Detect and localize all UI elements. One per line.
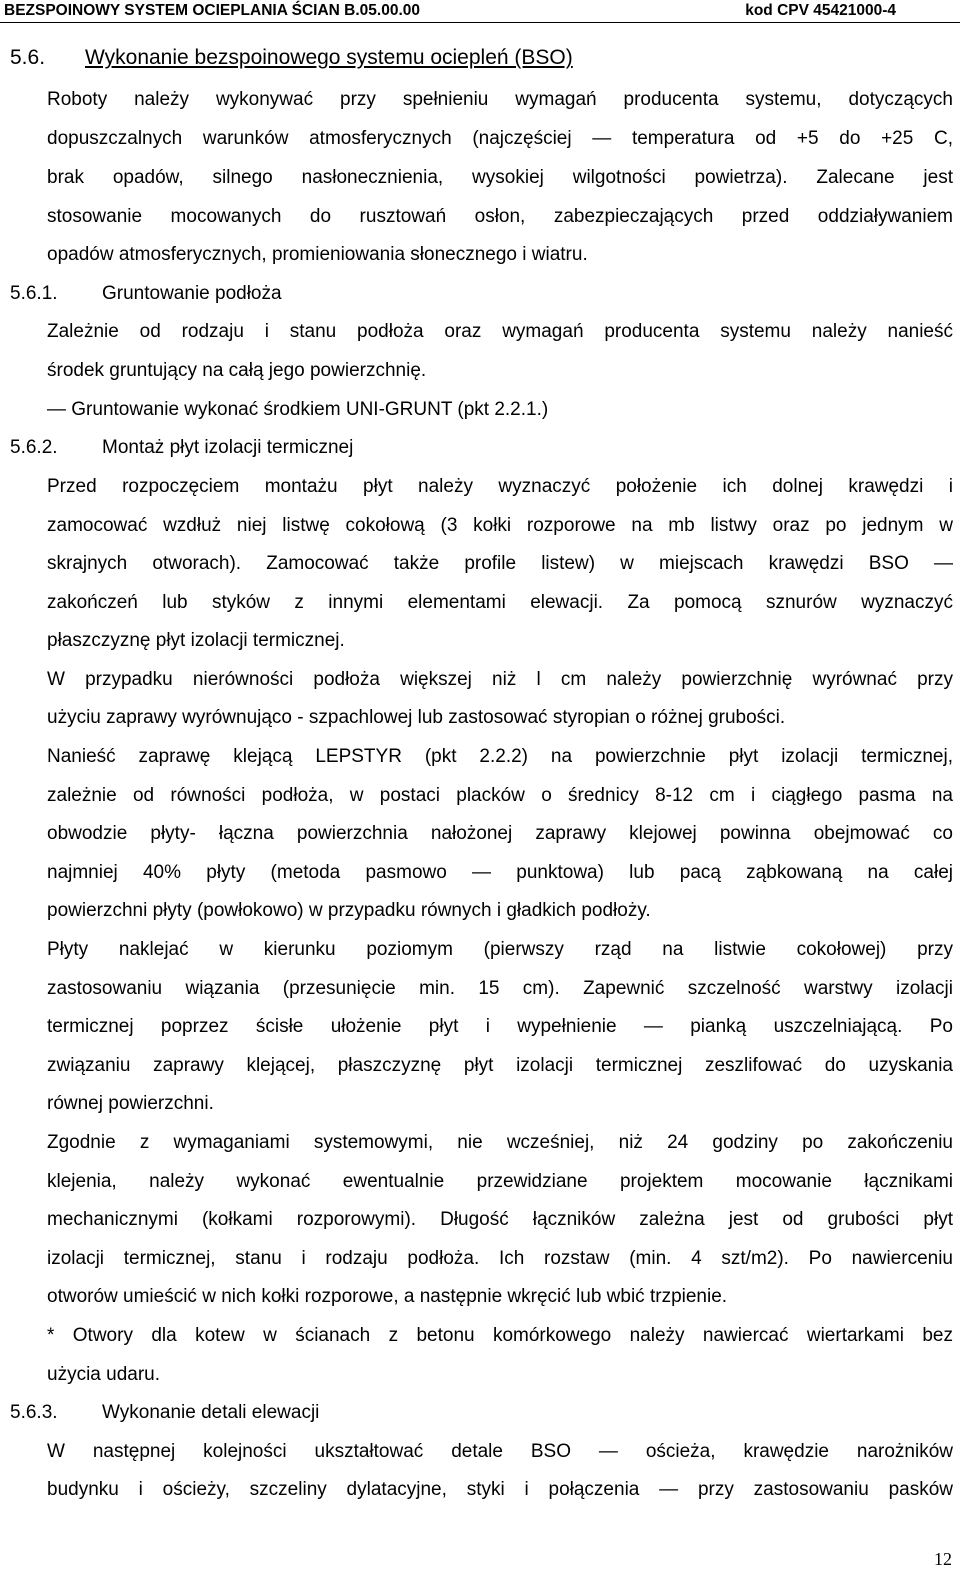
paragraph-line: Zgodnie z wymaganiami systemowymi, nie wcześniej, niż 24 godziny po zakończeniu: [47, 1132, 953, 1153]
paragraph-line: powierzchni płyty (powłokowo) w przypadku równych i gładkich podłoży.: [47, 900, 651, 921]
paragraph-line: Zależnie od rodzaju i stanu podłoża oraz wymagań producenta systemu należy nanieść: [47, 321, 953, 342]
paragraph-line: równej powierzchni.: [47, 1093, 214, 1114]
header-cpv-code: kod CPV 45421000-4: [745, 2, 896, 19]
paragraph-line: środek gruntujący na całą jego powierzchnię.: [47, 360, 427, 381]
list-item: — Gruntowanie wykonać środkiem UNI-GRUNT (pkt 2.2.1.): [47, 399, 549, 420]
paragraph-line: klejenia, należy wykonać ewentualnie przewidziane projektem mocowanie łącznikami: [47, 1171, 953, 1192]
subsection-title: Montaż płyt izolacji termicznej: [102, 437, 354, 458]
paragraph-line: skrajnych otworach). Zamocować także profile listew) w miejscach krawędzi BSO —: [47, 553, 953, 574]
paragraph-line: najmniej 40% płyty (metoda pasmowo — punktowa) lub pacą ząbkowaną na całej: [47, 862, 953, 883]
header-document-title: BEZSPOINOWY SYSTEM OCIEPLANIA ŚCIAN B.05.00.00: [4, 2, 421, 19]
paragraph-line: brak opadów, silnego nasłonecznienia, wysokiej wilgotności powietrza). Zalecane jest: [47, 167, 953, 188]
paragraph-line: użycia udaru.: [47, 1364, 161, 1385]
paragraph-line: związaniu zaprawy klejącej, płaszczyznę płyt izolacji termicznej zeszlifować do uzyskania: [47, 1055, 953, 1076]
paragraph-line: Płyty naklejać w kierunku poziomym (pierwszy rząd na listwie cokołowej) przy: [47, 939, 953, 960]
paragraph-line: płaszczyznę płyt izolacji termicznej.: [47, 630, 345, 651]
paragraph-line: użyciu zaprawy wyrównująco - szpachlowej lub zastosować styropian o różnej grubości.: [47, 707, 786, 728]
paragraph-line: Przed rozpoczęciem montażu płyt należy wyznaczyć położenie ich dolnej krawędzi i: [47, 476, 953, 497]
paragraph-line: * Otwory dla kotew w ścianach z betonu komórkowego należy nawiercać wiertarkami bez: [47, 1325, 953, 1346]
paragraph-line: otworów umieścić w nich kołki rozporowe, a następnie wkręcić lub wbić trzpienie.: [47, 1286, 728, 1307]
paragraph-line: zakończeń lub styków z innymi elementami elewacji. Za pomocą sznurów wyznaczyć: [47, 592, 953, 613]
paragraph-line: izolacji termicznej, stanu i rodzaju podłoża. Ich rozstaw (min. 4 szt/m2). Po nawierceniu: [47, 1248, 953, 1269]
subsection-heading-5-6-2: [10, 436, 353, 460]
paragraph-line: stosowanie mocowanych do rusztowań osłon, zabezpieczających przed oddziaływaniem: [47, 206, 953, 227]
paragraph-line: Nanieść zaprawę klejącą LEPSTYR (pkt 2.2.2) na powierzchnie płyt izolacji termicznej,: [47, 746, 953, 767]
subsection-title: Gruntowanie podłoża: [102, 283, 282, 304]
subsection-number: 5.6.1.: [10, 283, 58, 304]
paragraph-line: W przypadku nierówności podłoża większej niż l cm należy powierzchnię wyrównać przy: [47, 669, 953, 690]
paragraph-line: zastosowaniu wiązania (przesunięcie min. 15 cm). Zapewnić szczelność warstwy izolacji: [47, 978, 953, 999]
section-heading: [10, 45, 573, 71]
paragraph-line: W następnej kolejności ukształtować detale BSO — ościeża, krawędzie narożników: [47, 1441, 953, 1462]
subsection-number: 5.6.2.: [10, 437, 58, 458]
subsection-title: Wykonanie detali elewacji: [102, 1402, 320, 1423]
paragraph-line: dopuszczalnych warunków atmosferycznych (najczęściej — temperatura od +5 do +25 C,: [47, 128, 953, 149]
subsection-heading-5-6-1: [10, 282, 282, 306]
paragraph-line: mechanicznymi (kołkami rozporowymi). Długość łączników zależna jest od grubości płyt: [47, 1209, 953, 1230]
paragraph-line: opadów atmosferycznych, promieniowania słonecznego i wiatru.: [47, 244, 588, 265]
paragraph-line: obwodzie płyty- łączna powierzchnia nałożonej zaprawy klejowej powinna obejmować co: [47, 823, 953, 844]
paragraph-line: budynku i ościeży, szczeliny dylatacyjne, styki i połączenia — przy zastosowaniu pasków: [47, 1479, 953, 1500]
section-number: 5.6.: [10, 46, 46, 69]
page-number: 12: [934, 1549, 952, 1569]
subsection-heading-5-6-3: [10, 1401, 319, 1425]
page-header: [0, 0, 960, 23]
paragraph-line: Roboty należy wykonywać przy spełnieniu wymagań producenta systemu, dotyczących: [47, 89, 953, 110]
paragraph-line: zależnie od równości podłoża, w postaci placków o średnicy 8-12 cm i ciągłego pasma na: [47, 785, 953, 806]
paragraph-line: termicznej poprzez ścisłe ułożenie płyt i wypełnienie — pianką uszczelniającą. Po: [47, 1016, 953, 1037]
subsection-number: 5.6.3.: [10, 1402, 58, 1423]
section-title: Wykonanie bezspoinowego systemu ociepleń (BSO): [85, 46, 573, 69]
paragraph-line: zamocować wzdłuż niej listwę cokołową (3 kołki rozporowe na mb listwy oraz po jednym w: [47, 515, 953, 536]
